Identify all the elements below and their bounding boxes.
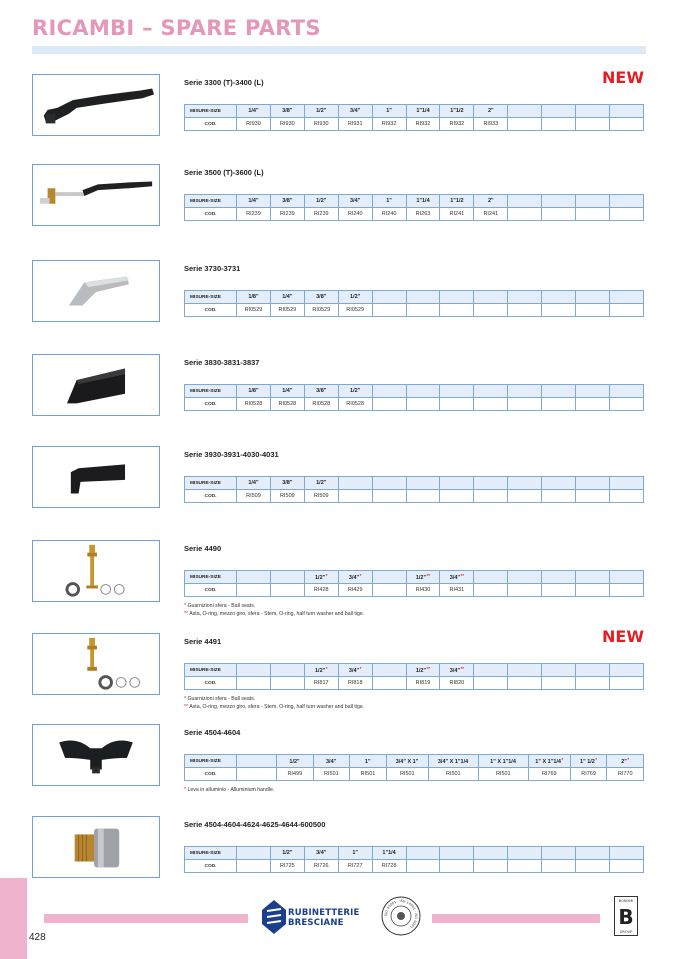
code-cell: [542, 584, 576, 597]
brand-name: RUBINETTERIE BRESCIANE: [288, 908, 360, 928]
code-cell: [474, 398, 508, 411]
size-cell: [440, 847, 474, 860]
code-cell: RI726: [304, 860, 338, 873]
size-cell: [508, 291, 542, 304]
size-cell: [237, 571, 271, 584]
new-badge: NEW: [602, 627, 644, 646]
size-cell: [338, 477, 372, 490]
code-cell: RI240: [338, 208, 372, 221]
size-label: MISURE-SIZE: [185, 105, 237, 118]
size-cell: [542, 195, 576, 208]
stem-kit-image: [32, 633, 160, 695]
code-cell: [372, 304, 406, 317]
size-cell: 1/2"*: [304, 571, 338, 584]
page-number: 428: [29, 932, 46, 943]
code-cell: RI769: [570, 768, 607, 781]
code-cell: RI429: [338, 584, 372, 597]
size-cell: [542, 847, 576, 860]
code-cell: [406, 304, 440, 317]
size-cell: 3/4": [313, 755, 350, 768]
size-cell: [576, 291, 610, 304]
footnote: * Leva in alluminio - Alluminium handle.: [184, 787, 275, 793]
code-cell: RI239: [304, 208, 338, 221]
size-label: MISURE-SIZE: [185, 477, 237, 490]
size-cell: [406, 847, 440, 860]
flat-handle-image: [32, 354, 160, 416]
footnotes: [184, 695, 364, 711]
size-cell: 1/2": [338, 291, 372, 304]
series-title: Serie 3300 (T)-3400 (L): [184, 78, 264, 87]
size-cell: [406, 291, 440, 304]
size-cell: [576, 847, 610, 860]
group-logo: [614, 896, 638, 936]
size-cell: 1/4": [237, 105, 271, 118]
cod-label: COD.: [185, 398, 237, 411]
size-cell: 1/2"**: [406, 664, 440, 677]
size-cell: [474, 664, 508, 677]
size-cell: 1/2": [304, 477, 338, 490]
code-cell: [440, 304, 474, 317]
code-cell: [609, 208, 643, 221]
size-cell: [609, 385, 643, 398]
code-cell: [542, 490, 576, 503]
size-cell: 1/8": [237, 385, 271, 398]
size-cell: [542, 291, 576, 304]
size-cell: 1/2"*: [304, 664, 338, 677]
code-cell: [576, 860, 610, 873]
series-title: Serie 4491: [184, 637, 222, 646]
fitting-image: [32, 816, 160, 878]
code-cell: RI241: [440, 208, 474, 221]
corner-tab: [0, 878, 27, 959]
size-cell: [508, 105, 542, 118]
butterfly-handle-image: [32, 724, 160, 786]
size-cell: [372, 664, 406, 677]
code-cell: [474, 490, 508, 503]
size-cell: 1" X 1"1/4*: [528, 755, 570, 768]
size-cell: 3/4"**: [440, 664, 474, 677]
svg-text:B: B: [618, 905, 634, 929]
code-cell: RI0529: [237, 304, 271, 317]
code-cell: [542, 118, 576, 131]
size-cell: [508, 664, 542, 677]
size-cell: [237, 664, 271, 677]
size-cell: [576, 195, 610, 208]
code-cell: [508, 860, 542, 873]
footnote: ** Asta, O-ring, mezzo giro, sfera - Stem, O-ring, half turn washer and ball tige.: [184, 611, 365, 617]
code-cell: RI499: [277, 768, 314, 781]
size-cell: [542, 477, 576, 490]
size-cell: [609, 105, 643, 118]
size-cell: 1/2": [270, 847, 304, 860]
code-cell: [576, 584, 610, 597]
code-cell: [372, 584, 406, 597]
size-cell: [542, 664, 576, 677]
code-cell: RI0528: [338, 398, 372, 411]
size-label: MISURE-SIZE: [185, 571, 237, 584]
cod-label: COD.: [185, 304, 237, 317]
code-cell: [576, 398, 610, 411]
size-cell: [508, 385, 542, 398]
size-cell: [609, 195, 643, 208]
code-cell: [609, 304, 643, 317]
code-cell: [474, 584, 508, 597]
code-cell: [406, 490, 440, 503]
size-cell: 1"1/4: [406, 105, 440, 118]
size-cell: [372, 291, 406, 304]
code-cell: RI725: [270, 860, 304, 873]
size-cell: 3/4"*: [338, 571, 372, 584]
size-cell: 3/4" X 1"1/4: [428, 755, 478, 768]
code-cell: [270, 584, 304, 597]
parts-table: [184, 384, 644, 411]
iso-certification-seal-icon: [381, 896, 421, 936]
code-cell: RI727: [338, 860, 372, 873]
series-title: Serie 3930-3931-4030-4031: [184, 450, 279, 459]
size-cell: 3/8": [270, 105, 304, 118]
series-title: Serie 4504-4604: [184, 728, 241, 737]
size-cell: [576, 385, 610, 398]
size-label: MISURE-SIZE: [185, 664, 237, 677]
code-cell: RI932: [440, 118, 474, 131]
size-cell: [609, 291, 643, 304]
parts-table: [184, 476, 644, 503]
code-cell: [542, 304, 576, 317]
size-cell: [508, 477, 542, 490]
size-cell: 1/4": [237, 477, 271, 490]
size-cell: 1/4": [270, 291, 304, 304]
svg-text:ISO 45001 · ISO 14001 · ISO 90: ISO 45001 · ISO 14001 · ISO 9001 ·: [383, 898, 419, 931]
code-cell: RI263: [406, 208, 440, 221]
code-cell: [508, 490, 542, 503]
code-cell: RI240: [372, 208, 406, 221]
size-cell: [474, 477, 508, 490]
size-label: MISURE-SIZE: [185, 195, 237, 208]
cod-label: COD.: [185, 208, 237, 221]
code-cell: RI428: [304, 584, 338, 597]
size-cell: 3/8": [304, 291, 338, 304]
code-cell: [372, 677, 406, 690]
series-title: Serie 4504-4604-4624-4625-4644-600500: [184, 820, 326, 829]
size-cell: [576, 664, 610, 677]
code-cell: RI0528: [237, 398, 271, 411]
code-cell: [542, 860, 576, 873]
series-title: Serie 3830-3831-3837: [184, 358, 260, 367]
code-cell: [508, 677, 542, 690]
code-cell: [609, 677, 643, 690]
size-cell: [440, 477, 474, 490]
code-cell: RI241: [474, 208, 508, 221]
size-cell: [542, 571, 576, 584]
footnote: * Guarnizioni sfera - Ball seats.: [184, 696, 256, 702]
size-cell: 3/4": [304, 847, 338, 860]
code-cell: [338, 490, 372, 503]
size-cell: [270, 571, 304, 584]
code-cell: [508, 118, 542, 131]
size-label: MISURE-SIZE: [185, 755, 237, 768]
title-rule: [32, 46, 646, 54]
size-cell: [474, 385, 508, 398]
code-cell: [508, 208, 542, 221]
size-cell: [406, 477, 440, 490]
code-cell: [609, 490, 643, 503]
code-cell: RI728: [372, 860, 406, 873]
code-cell: RI818: [338, 677, 372, 690]
size-cell: 3/4" X 1": [386, 755, 428, 768]
code-cell: [542, 208, 576, 221]
code-cell: RI501: [478, 768, 528, 781]
code-cell: [270, 677, 304, 690]
footnote: ** Asta, O-ring, mezzo giro, sfera - Stem, O-ring, half turn washer and ball tige.: [184, 704, 365, 710]
size-label: MISURE-SIZE: [185, 385, 237, 398]
size-cell: 3/4": [338, 195, 372, 208]
footnotes: [184, 602, 364, 618]
code-cell: RI930: [270, 118, 304, 131]
code-cell: [576, 677, 610, 690]
size-cell: 1/8": [237, 291, 271, 304]
series-title: Serie 3730-3731: [184, 264, 241, 273]
cod-label: COD.: [185, 490, 237, 503]
size-cell: [542, 105, 576, 118]
size-cell: 1"1/2: [440, 195, 474, 208]
size-cell: 1"1/2: [440, 105, 474, 118]
size-cell: 1": [338, 847, 372, 860]
code-cell: [609, 860, 643, 873]
size-cell: [609, 571, 643, 584]
footer-bar-left: [44, 914, 248, 923]
series-title: Serie 3500 (T)-3600 (L): [184, 168, 264, 177]
code-cell: RI0529: [304, 304, 338, 317]
code-cell: RI0528: [270, 398, 304, 411]
code-cell: RI0529: [270, 304, 304, 317]
size-cell: [508, 847, 542, 860]
size-cell: [542, 385, 576, 398]
size-label: MISURE-SIZE: [185, 847, 237, 860]
code-cell: [542, 677, 576, 690]
size-cell: [237, 755, 277, 768]
code-cell: [609, 118, 643, 131]
new-badge: NEW: [602, 68, 644, 87]
code-cell: RI509: [304, 490, 338, 503]
code-cell: RI932: [406, 118, 440, 131]
lever-handle-image: [32, 164, 160, 226]
size-cell: 1"1/4: [406, 195, 440, 208]
svg-text:GROUP: GROUP: [619, 930, 633, 934]
cod-label: COD.: [185, 768, 237, 781]
size-label: MISURE-SIZE: [185, 291, 237, 304]
size-cell: [237, 847, 271, 860]
size-cell: 2"*: [607, 755, 644, 768]
code-cell: RI239: [237, 208, 271, 221]
code-cell: RI501: [313, 768, 350, 781]
size-cell: 1/2": [277, 755, 314, 768]
code-cell: [440, 490, 474, 503]
page-title: RICAMBI – SPARE PARTS: [32, 16, 321, 40]
size-cell: 3/8": [304, 385, 338, 398]
size-cell: [440, 291, 474, 304]
code-cell: RI817: [304, 677, 338, 690]
code-cell: [440, 860, 474, 873]
bent-handle-image: [32, 446, 160, 508]
size-cell: 1/2": [338, 385, 372, 398]
code-cell: RI932: [372, 118, 406, 131]
brand-logo-icon: [262, 900, 286, 934]
footer-bar-right: [432, 914, 600, 923]
code-cell: [474, 304, 508, 317]
code-cell: [474, 677, 508, 690]
code-cell: [609, 398, 643, 411]
code-cell: RI930: [237, 118, 271, 131]
code-cell: RI0528: [304, 398, 338, 411]
size-cell: 3/8": [270, 477, 304, 490]
parts-table: [184, 570, 644, 597]
size-cell: [474, 291, 508, 304]
size-cell: 3/8": [270, 195, 304, 208]
code-cell: RI509: [270, 490, 304, 503]
code-cell: [576, 490, 610, 503]
size-cell: 1": [350, 755, 387, 768]
parts-table: [184, 290, 644, 317]
group-logo-icon: [614, 896, 638, 936]
code-cell: [440, 398, 474, 411]
size-cell: [508, 571, 542, 584]
size-cell: 3/4"**: [440, 571, 474, 584]
size-cell: 1": [372, 105, 406, 118]
size-cell: 1"1/4: [372, 847, 406, 860]
size-cell: [474, 847, 508, 860]
code-cell: RI501: [350, 768, 387, 781]
size-cell: [474, 571, 508, 584]
code-cell: [406, 398, 440, 411]
code-cell: RI239: [270, 208, 304, 221]
size-cell: [440, 385, 474, 398]
svg-text:BONOMI: BONOMI: [618, 899, 634, 903]
code-cell: [508, 398, 542, 411]
size-cell: 1" 1/2*: [570, 755, 607, 768]
code-cell: RI0529: [338, 304, 372, 317]
size-cell: [576, 571, 610, 584]
size-cell: [609, 847, 643, 860]
code-cell: [237, 584, 271, 597]
cod-label: COD.: [185, 677, 237, 690]
code-cell: RI770: [607, 768, 644, 781]
footnote: * Guarnizioni sfera - Ball seats.: [184, 603, 256, 609]
size-cell: 3/4": [338, 105, 372, 118]
code-cell: RI930: [304, 118, 338, 131]
size-cell: 3/4"*: [338, 664, 372, 677]
code-cell: [406, 860, 440, 873]
cod-label: COD.: [185, 584, 237, 597]
size-cell: [576, 477, 610, 490]
size-cell: 1" X 1"1/4: [478, 755, 528, 768]
parts-table: [184, 104, 644, 131]
code-cell: [237, 860, 271, 873]
size-cell: [609, 664, 643, 677]
parts-table: [184, 663, 644, 690]
size-cell: 1/4": [237, 195, 271, 208]
code-cell: [237, 768, 277, 781]
size-cell: 1": [372, 195, 406, 208]
parts-table: [184, 194, 644, 221]
size-cell: 2": [474, 195, 508, 208]
size-cell: [372, 571, 406, 584]
size-cell: 2": [474, 105, 508, 118]
metal-handle-image: [32, 260, 160, 322]
code-cell: RI430: [406, 584, 440, 597]
code-cell: [609, 584, 643, 597]
stem-kit-image: [32, 540, 160, 602]
code-cell: RI431: [440, 584, 474, 597]
lever-handle-image: [32, 74, 160, 136]
code-cell: [576, 118, 610, 131]
cod-label: COD.: [185, 118, 237, 131]
code-cell: [508, 304, 542, 317]
series-title: Serie 4490: [184, 544, 222, 553]
footnotes: [184, 786, 274, 794]
code-cell: RI501: [386, 768, 428, 781]
size-cell: 1/4": [270, 385, 304, 398]
size-cell: [270, 664, 304, 677]
cod-label: COD.: [185, 860, 237, 873]
size-cell: 1/2": [304, 195, 338, 208]
code-cell: [372, 398, 406, 411]
size-cell: [576, 105, 610, 118]
code-cell: [508, 584, 542, 597]
size-cell: [372, 477, 406, 490]
code-cell: RI501: [428, 768, 478, 781]
code-cell: RI931: [338, 118, 372, 131]
size-cell: [508, 195, 542, 208]
code-cell: [237, 677, 271, 690]
code-cell: [576, 208, 610, 221]
parts-table: [184, 754, 644, 781]
code-cell: RI769: [528, 768, 570, 781]
parts-table: [184, 846, 644, 873]
code-cell: [542, 398, 576, 411]
code-cell: [576, 304, 610, 317]
code-cell: RI933: [474, 118, 508, 131]
code-cell: [372, 490, 406, 503]
size-cell: [406, 385, 440, 398]
size-cell: [372, 385, 406, 398]
code-cell: RI820: [440, 677, 474, 690]
size-cell: 1/2": [304, 105, 338, 118]
code-cell: [474, 860, 508, 873]
size-cell: 1/2"**: [406, 571, 440, 584]
size-cell: [609, 477, 643, 490]
code-cell: RI819: [406, 677, 440, 690]
code-cell: RI509: [237, 490, 271, 503]
